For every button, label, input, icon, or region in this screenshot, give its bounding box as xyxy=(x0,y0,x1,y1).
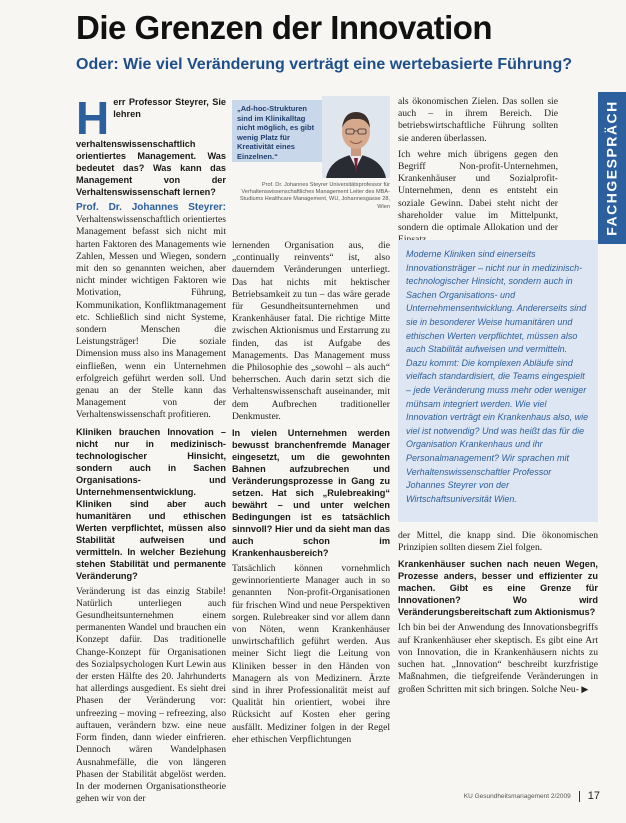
answer-4 xyxy=(398,622,598,696)
speaker-name: Prof. Dr. Johannes Steyrer: xyxy=(76,202,226,213)
portrait-photo xyxy=(322,96,390,178)
photo-caption: Prof. Dr. Johannes Steyrer Universitätsprofessor für Verhaltenswissenschaftliches Management Leiter des MBA-Studiums Healthcare Management, WU, Johannesgasse 28, Wien xyxy=(239,182,390,210)
section-tab-label: FACHGESPRÄCH xyxy=(604,100,620,236)
portrait-image xyxy=(322,96,390,178)
page-number: 17 xyxy=(587,790,600,802)
drop-cap: H xyxy=(76,92,110,144)
column-3-top xyxy=(398,96,558,250)
answer-3-continued-2: Ich wehre mich übrigens gegen den Begriff Non-profit-Unternehmen, Krankenhäuser und Sozialprofit-Unternehmen, denn es entsteht ein soziale Gewinn. Dabei steht nicht der shareholder value im Mittelpunkt, sondern die optimale Allokation und der xyxy=(398,148,558,234)
question-1 xyxy=(76,92,226,198)
question-2: Kliniken brauchen Innovation – nicht nur in medizinisch-technologischer Hinsicht, sondern auch in Sachen Organisations- und Unternehmensentwicklung. Kliniken sind aber auch humanitären und ethischen Werten verpflichtet, müssen also Stabilität aufweisen und vermitteln. In welcher Beziehung stehen Stabilität und permanente Veränderung? xyxy=(76,426,226,581)
continue-arrow-icon: ▶ xyxy=(581,684,589,695)
column-1 xyxy=(76,92,226,809)
question-1-text: err Professor Steyrer, Sie lehren verhaltenswissenschaftlich orientiertes Management. Was bedeutet das? Was kann das Management von der Verhaltenswissenschaft lernen? xyxy=(76,97,226,197)
answer-3-continued-3: der Mittel, die knapp sind. Die ökonomischen Prinzipien sollten diesem Ziel folgen. xyxy=(398,530,598,554)
article-subtitle: Oder: Wie viel Veränderung verträgt eine wertebasierte Führung? xyxy=(76,56,572,73)
footer-source: KU Gesundheitsmanagement 2/2009 xyxy=(463,792,571,800)
column-3-bottom xyxy=(398,530,598,701)
pull-quote: „Ad-hoc-Strukturen sind im Klinikalltag nicht möglich, es gibt wenig Platz für Kreativität eines Einzelnen.“ xyxy=(232,100,322,162)
question-3: In vielen Unternehmen werden bewusst branchenfremde Manager eingesetzt, um die gewohnten Bahnen aufzubrechen und Veränderungsprozesse in Gang zu setzen. Hat sich „Rulebreaking“ bewährt – und unter welchen Bedingungen ist es tatsächlich sinnvoll? Hier und da sieht man das auch schon im Krankenhausbereich? xyxy=(232,428,390,559)
answer-3: Tatsächlich können vornehmlich gewinnorientierte Manager auch in so genannten Non-profit-Organisationen für frischen Wind und neue Perspektiven sorgen. Rulebreaker sind vor allem dann von Nöten, wenn Krankenhäuser unwirtschaftlich geführt werden. Aus meiner Sicht liegt die Leitung von Kliniken besser in den Händen von Managern als von Medizinern. Ärzte sind in ihrer Professionalität meist auf Qualität hin orientiert, wobei ihre Rücksicht auf Kosten eher gering ausfällt. Mediziner folgen in der Regel eher ethischen Verpflichtungen xyxy=(232,563,390,745)
answer-1 xyxy=(76,202,226,422)
answer-2-continued: lernenden Organisation aus, die „continually reinvents“ ist, also dauerndem Veränderungen unterliegt. Das hat nichts mit hektischer Betriebsamkeit zu tun – das wäre gerade für Gesundheitsunternehmen und Krankenhäuser fatal. Die richtige Mitte zwischen Aktionismus und Erstarrung zu finden, das ist Aufgabe des Managements. Das Management muss die Philosophie des „sowohl – als auch“ beherrschen. Auch darin setzt sich die Verhaltenswissenschaft auseinander, mit dem Aufbrechen traditioneller Denkmuster. xyxy=(232,240,390,422)
column-2 xyxy=(232,240,390,750)
article-title: Die Grenzen der Innovation xyxy=(76,9,493,46)
page-footer xyxy=(400,789,600,803)
section-tab xyxy=(598,92,626,244)
answer-1-text: Verhaltenswissenschaftlich orientiertes Management befasst sich nicht mit harten Faktoren des Managements wie Zahlen, Messen und Wiegen, sondern mit den so genannten weichen, aber nicht minder wichtigen Faktoren wie Motivation, Führung, Kommunikation, Konfliktmanagement etc. Schließlich sind nicht Systeme, sondern Menschen die Leistungsträger! Die soziale Dimension muss also ins Management einfließen, wenn ein Unternehmen erfolgreich geführt werden soll. Und genau an der Stelle kann das Management von der Verhaltenswissenschaft profitieren. xyxy=(76,214,226,421)
intro-box xyxy=(398,240,598,522)
intro-box-text: Moderne Kliniken sind einerseits Innovationsträger – nicht nur in medizinisch-technologischer Hinsicht, sondern auch in Sachen Organisations- und Unternehmensentwicklung. Andererseits sind sie in besonderer Weise humanitären und ethischen Werten verpflichtet, müssen also auch Stabilität aufweisen und vermitteln. Dazu kommt: Die komplexen Abläufe sind vielfach standardisiert, die Teams eingespielt – jede Veränderung muss mehr oder weniger mühsam integriert werden. Wie viel Innovation verträgt ein Krankenhaus also, wie viel ist notwendig? Und was heißt das für die Organisation Krankenhaus und ihr Personalmanagement? Wir sprachen mit Verhaltenswissenschaftler Professor Johannes Steyrer von der Wirtschaftsuniversität Wien. xyxy=(406,249,589,504)
answer-2: Veränderung ist das einzig Stabile! Natürlich unterliegen auch Gesundheitsunternehmen einem permanenten Wandel und brauchen ein Konzept dafür. Das traditionelle Change-Konzept für Organisationen des Sozialpsychologen Kurt Lewin aus der ersten Hälfte des 20. Jahrhunderts hat allerdings ausgedient. Es sieht drei Phasen der Veränderung vor: unfreezing – moving – refreezing, also auftauen, verändern bzw. eine neue Form finden, dann wieder einfrieren. Dennoch wären Wandelphasen Ausnahmefälle, die von längeren Phasen der Stabilität abgelöst werden. In der modernen Organisationstheorie gehen wir von der xyxy=(76,585,226,805)
answer-4-text: Ich bin bei der Anwendung des Innovationsbegriffs auf Krankenhäuser eher skeptisch. Es gibt eine Art von Innovation, die in Krankenhäusern nichts zu suchen hat. „Innovation“ beschreibt kurzfristige Maßnahmen, die tiefgreifende Veränderungen in großen Schritten mit sich bringen. Solche Neu- xyxy=(398,622,598,696)
question-4: Krankenhäuser suchen nach neuen Wegen, Prozesse anders, besser und effizienter zu machen. Gibt es eine Grenze für Innovationen? Wo wird Veränderungsbereitschaft zum Aktionismus? xyxy=(398,559,598,618)
answer-3-continued: als ökonomischen Zielen. Das sollen sie auch – in ihrem Bereich. Die betriebswirtschaftliche Führung sollten sie anderen überlassen. xyxy=(398,96,558,144)
footer-divider xyxy=(579,791,580,802)
